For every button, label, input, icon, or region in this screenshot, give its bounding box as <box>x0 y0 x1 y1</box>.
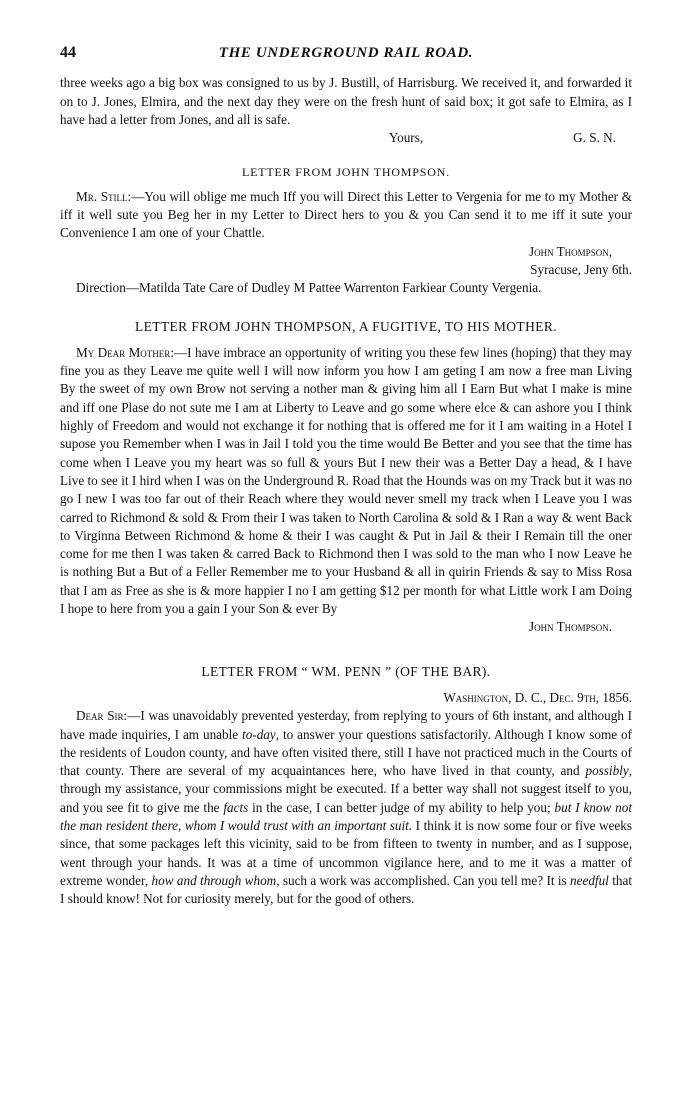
letter2-signature-block <box>60 618 632 636</box>
letter1-heading: LETTER FROM JOHN THOMPSON. <box>242 165 450 180</box>
closing-initials: G. S. N. <box>573 130 616 146</box>
letter1-salutation: Mr. Still <box>76 188 128 204</box>
letter-closing <box>60 129 632 147</box>
closing-yours: Yours, <box>388 130 424 146</box>
letter2-salutation: My Dear Mother <box>76 344 171 360</box>
letter3-part-2: to-day <box>242 726 276 742</box>
letter1-signature: John Thompson, <box>528 243 612 259</box>
letter3-part-3: , to answer your questions satisfactorily. Although I know some of the residents of Loudon county, and have often visited there, still I have not practiced much in the Courts of that county. There are several of my acquaintances here, who have lived in that county, and <box>60 726 632 779</box>
letter2-signature: John Thompson. <box>528 619 612 635</box>
opening-paragraph: three weeks ago a big box was consigned to us by J. Bustill, of Harrisburg. We received it, and forwarded it on to J. Jones, Elmira, and the next day they were on the fresh hunt of said box; it got safe to Elmira, as I have had a letter from Jones, and all is safe. <box>60 75 632 127</box>
letter3-part-6: facts <box>223 799 249 815</box>
letter3-place-date-block <box>60 689 632 707</box>
page-number: 44 <box>60 44 76 61</box>
letter1-direction: Direction—Matilda Tate Care of Dudley M Pattee Warrenton Farkiear County Vergenia. <box>76 280 542 296</box>
letter1-place-date: Syracuse, Jeny 6th. <box>530 261 632 277</box>
letter1-text: :—You will oblige me much Iff you will Direct this Letter to Vergenia for me to my Mother & iff it well sute you Beg her in my Letter to Direct hers to you & you Can send it to me iff it sute your Convenience I am one of your Chattle. <box>60 188 632 241</box>
letter3-part-5: , through my assistance, your commissions might be executed. If a better way shall not suggest itself to you, and you see fit to give me the <box>60 763 632 815</box>
letter2-body <box>60 344 632 618</box>
letter3-part-11: , such a work was accomplished. Can you tell me? It is <box>276 872 571 888</box>
letter3-place-date: Washington, D. C., Dec. 9th, 1856. <box>443 689 632 705</box>
letter1-body <box>60 188 632 243</box>
running-head <box>60 44 632 62</box>
running-title: THE UNDERGROUND RAIL ROAD. <box>218 45 474 61</box>
letter3-salutation: Dear Sir <box>76 708 124 724</box>
letter2-heading: LETTER FROM JOHN THOMPSON, A FUGITIVE, TO HIS MOTHER. <box>134 318 558 334</box>
letter3-part-4: possibly <box>585 763 629 779</box>
letter1-signature-block <box>60 243 632 280</box>
letter3-part-1: :—I was unavoidably prevented yesterday, from replying to yours of 6th instant, and although I have made inquiries, I am unable <box>60 708 632 742</box>
letter3-heading: LETTER FROM “ WM. PENN ” (OF THE BAR). <box>201 663 491 679</box>
letter2-text: :—I have imbrace an opportunity of writing you these few lines (hoping) that they may fine you as they Leave me quite well I will now inform you how I am geting I am now a free man Living By the sweet of my own Brow not serving a nother man & giving him all I Earn But what I make is mine and iff one Plase do not sute me I am at Liberty to Leave and go some where elce & can ashore you I think highly of Freedom and would not exchange it for nothing that is offered me for it I am waiting in a Hotel I supose you Remember when I was in Jail I told you the time would Be Better and you see that the time has come when I Leave you my heart was so full & yours But I new their was a Better Day a head, & I have Live to see it I hird when I was on the Underground R. Road that the Hounds was on my Track but it was no go I new I was too far out of their Reach where they would never smell my track when I Leave you I was carred to Richmond & sold & From their I was taken to North Carolina & sold & I Ran a way & went Back to Virginna Between Richmond & home & their I was caught & Put in Jail & their I Remain till the oner come for me then I was taken & carred Back to Richmond then I was sold to the man who I now Leave he is nothing But a But of a Feller Remember me to your Husband & all in quirin Friends & say to Miss Rosa that I am as Free as she is & more happier I no I am getting $12 per month for what Little work I am Doing I hope to here from you a gain I your Son & ever By <box>60 344 632 617</box>
letter3-part-10: how and through whom <box>151 872 277 888</box>
book-page <box>60 44 632 908</box>
letter3-part-8: but I know not the man resident there, whom I would trust with an important suit. <box>60 799 632 833</box>
letter3-body <box>60 707 632 908</box>
letter3-part-13: that I should know! Not for curiosity merely, but for the good of others. <box>60 872 633 907</box>
letter3-part-9: I think it is now some four or five weeks since, that some packages left this vicinity, said to be from fifteen to twenty in number, and as I suppose, went through your hands. It was at a time of uncommon vigilance here, and to me it was a matter of extreme wonder, <box>60 817 633 888</box>
letter3-part-12: needful <box>570 872 609 888</box>
letter3-part-7: in the case, I can better judge of my ability to help you; <box>248 799 555 815</box>
